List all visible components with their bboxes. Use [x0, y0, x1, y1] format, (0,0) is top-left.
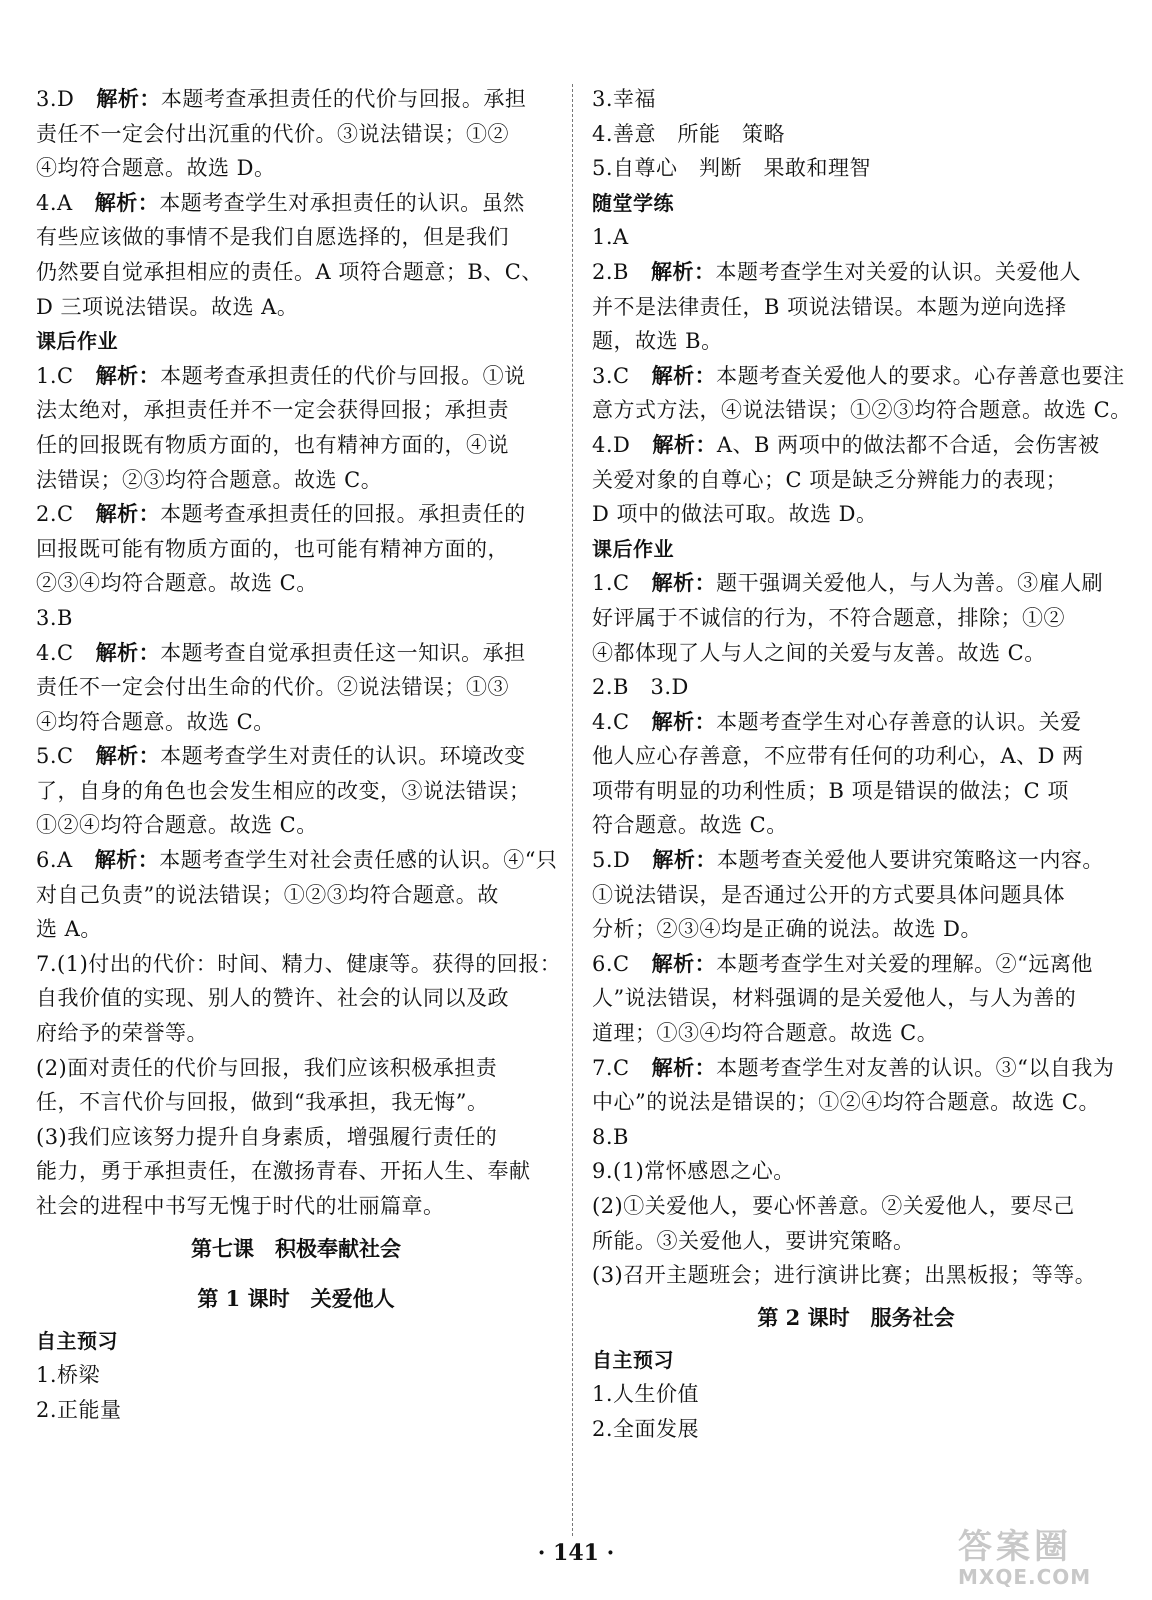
text-line: 法太绝对，承担责任并不一定会获得回报；承担责	[36, 398, 509, 423]
text-line: 8.B	[592, 1124, 629, 1149]
analysis-label: 解析	[651, 571, 695, 596]
text-line: (2)①关爱他人，要心怀善意。②关爱他人，要尽己	[592, 1194, 1075, 1218]
text-line: 符合题意。故选 C。	[592, 813, 788, 838]
analysis-label: 解析	[652, 848, 696, 873]
text-line: ④均符合题意。故选 C。	[36, 709, 275, 734]
section-heading: 自主预习	[36, 1328, 118, 1353]
column-divider	[572, 84, 573, 1536]
answer-line: 6.A 解析：本题考查学生对社会责任感的认识。④“只	[36, 848, 558, 873]
answer-line: 6.C 解析：本题考查学生对关爱的理解。②“远离他	[592, 951, 1093, 976]
answer-text: 本题考查承担责任的回报。承担责任的	[160, 502, 526, 527]
text-line: 3.幸福	[592, 87, 657, 111]
text-line: ④均符合题意。故选 D。	[36, 156, 276, 181]
answer-number: 2.C	[36, 502, 74, 527]
section-heading: 课后作业	[36, 329, 118, 354]
answer-line: 5.C 解析：本题考查学生对责任的认识。环境改变	[36, 744, 526, 769]
text-line: ②③④均符合题意。故选 C。	[36, 571, 318, 596]
answer-line: 1.C 解析：本题考查承担责任的代价与回报。①说	[36, 363, 526, 388]
text-line: 道理；①③④均符合题意。故选 C。	[592, 1021, 939, 1046]
text-line: 人”说法错误，材料强调的是关爱他人，与人为善的	[592, 986, 1077, 1011]
text-line: 仍然要自觉承担相应的责任。A 项符合题意；B、C、	[36, 259, 543, 284]
text-line: (3)我们应该努力提升自身素质，增强履行责任的	[36, 1124, 498, 1149]
text-line: 中心”的说法是错误的；①②④均符合题意。故选 C。	[592, 1090, 1100, 1115]
text-line: 选 A。	[36, 917, 102, 942]
text-line: 有些应该做的事情不是我们自愿选择的，但是我们	[36, 225, 509, 250]
answer-text: 本题考查学生对社会责任感的认识。④“只	[159, 848, 558, 873]
text-line: 5.自尊心 判断 果敢和理智	[592, 156, 872, 181]
analysis-label: 解析	[650, 259, 694, 284]
analysis-label: 解析	[651, 363, 695, 388]
right-column	[592, 82, 1132, 1447]
text-line: 回报既可能有物质方面的，也可能有精神方面的，	[36, 536, 509, 561]
answer-text: 本题考查学生对关爱的认识。关爱他人	[715, 259, 1081, 284]
text-line: 2.B 3.D	[592, 675, 689, 700]
text-line: 4.善意 所能 策略	[592, 121, 786, 146]
answer-number: 4.A	[36, 190, 73, 215]
answer-text: 本题考查承担责任的代价与回报。①说	[160, 363, 526, 388]
analysis-label: 解析	[94, 848, 138, 873]
text-line: 2.正能量	[36, 1397, 122, 1422]
answer-number: 5.D	[592, 848, 631, 873]
text-line: 府给予的荣誉等。	[36, 1021, 208, 1046]
answer-text: 题干强调关爱他人，与人为善。③雇人刷	[716, 571, 1104, 596]
answer-line: 3.D 解析：本题考查承担责任的代价与回报。承担	[36, 87, 527, 111]
answer-text: 本题考查学生对友善的认识。③“以自我为	[716, 1055, 1115, 1080]
text-line: 对自己负责”的说法错误；①②③均符合题意。故	[36, 882, 499, 907]
text-line: ①说法错误，是否通过公开的方式要具体问题具体	[592, 882, 1065, 907]
answer-text: 本题考查关爱他人的要求。心存善意也要注	[716, 363, 1125, 388]
text-line: D 三项说法错误。故选 A。	[36, 294, 299, 319]
text-line: 社会的进程中书写无愧于时代的壮丽篇章。	[36, 1194, 445, 1218]
analysis-label: 解析	[96, 87, 140, 111]
analysis-label: 解析	[651, 951, 695, 976]
section-heading: 课后作业	[592, 536, 674, 561]
answer-text: 本题考查学生对责任的认识。环境改变	[160, 744, 526, 769]
answer-line: 2.C 解析：本题考查承担责任的回报。承担责任的	[36, 502, 526, 527]
answer-text: 本题考查关爱他人要讲究策略这一内容。	[716, 848, 1104, 873]
answer-number: 3.D	[36, 87, 75, 111]
text-line: 任，不言代价与回报，做到“我承担，我无悔”。	[36, 1090, 489, 1115]
text-line: 责任不一定会付出生命的代价。②说法错误；①③	[36, 675, 509, 700]
text-line: 了，自身的角色也会发生相应的改变，③说法错误；	[36, 778, 531, 803]
text-line: D 项中的做法可取。故选 D。	[592, 502, 878, 527]
answer-number: 1.C	[36, 363, 74, 388]
left-column	[36, 82, 562, 1427]
answer-number: 4.D	[592, 432, 631, 457]
section-heading: 随堂学练	[592, 190, 674, 215]
analysis-label: 解析	[95, 502, 139, 527]
text-line: 并不是法律责任，B 项说法错误。本题为逆向选择	[592, 294, 1067, 319]
analysis-label: 解析	[651, 1055, 695, 1080]
page-number: · 141 ·	[537, 1540, 615, 1566]
text-line: 法错误；②③均符合题意。故选 C。	[36, 467, 383, 492]
answer-number: 4.C	[36, 640, 74, 665]
text-line: 所能。③关爱他人，要讲究策略。	[592, 1228, 915, 1253]
answer-number: 6.A	[36, 848, 73, 873]
text-line: 能力，勇于承担责任，在激扬青春、开拓人生、奉献	[36, 1159, 531, 1184]
answer-number: 2.B	[592, 259, 629, 284]
analysis-label: 解析	[95, 363, 139, 388]
text-line: 任的回报既有物质方面的，也有精神方面的，④说	[36, 432, 509, 457]
text-line: 1.人生价值	[592, 1382, 700, 1407]
answer-text: 本题考查自觉承担责任这一知识。承担	[160, 640, 526, 665]
answer-number: 4.C	[592, 709, 630, 734]
answer-line: 5.D 解析：本题考查关爱他人要讲究策略这一内容。	[592, 848, 1104, 873]
answer-number: 6.C	[592, 951, 630, 976]
text-line: 1.A	[592, 225, 629, 250]
answer-line: 4.A 解析：本题考查学生对承担责任的认识。虽然	[36, 190, 525, 215]
answer-number: 5.C	[36, 744, 74, 769]
text-line: ①②④均符合题意。故选 C。	[36, 813, 318, 838]
lesson-title: 第 2 课时 服务社会	[757, 1304, 955, 1330]
analysis-label: 解析	[95, 640, 139, 665]
answer-line: 7.C 解析：本题考查学生对友善的认识。③“以自我为	[592, 1055, 1115, 1080]
text-line: (2)面对责任的代价与回报，我们应该积极承担责	[36, 1055, 498, 1080]
watermark-url: MXQE.COM	[958, 1565, 1092, 1589]
answer-line: 1.C 解析：题干强调关爱他人，与人为善。③雇人刷	[592, 571, 1104, 596]
answer-text: 本题考查学生对关爱的理解。②“远离他	[716, 951, 1093, 976]
answer-line: 2.B 解析：本题考查学生对关爱的认识。关爱他人	[592, 259, 1081, 284]
text-line: 好评属于不诚信的行为，不符合题意，排除；①②	[592, 605, 1065, 630]
text-line: 关爱对象的自尊心；C 项是缺乏分辨能力的表现；	[592, 467, 1068, 492]
text-line: 2.全面发展	[592, 1416, 700, 1441]
analysis-label: 解析	[95, 744, 139, 769]
text-line: 分析；②③④均是正确的说法。故选 D。	[592, 917, 983, 942]
answer-number: 1.C	[592, 571, 630, 596]
answer-line: 4.C 解析：本题考查自觉承担责任这一知识。承担	[36, 640, 526, 665]
answer-text: A、B 两项中的做法都不合适，会伤害被	[716, 432, 1100, 457]
text-line: 责任不一定会付出沉重的代价。③说法错误；①②	[36, 121, 509, 146]
text-line: 他人应心存善意，不应带有任何的功利心，A、D 两	[592, 744, 1084, 769]
answer-line: 4.D 解析：A、B 两项中的做法都不合适，会伤害被	[592, 432, 1100, 457]
lesson-title: 第 1 课时 关爱他人	[197, 1285, 395, 1311]
answer-line: 3.C 解析：本题考查关爱他人的要求。心存善意也要注	[592, 363, 1125, 388]
text-line: 自我价值的实现、别人的赞许、社会的认同以及政	[36, 986, 509, 1011]
answer-number: 3.C	[592, 363, 630, 388]
text-line: 项带有明显的功利性质；B 项是错误的做法；C 项	[592, 778, 1069, 803]
text-line: 3.B	[36, 605, 73, 630]
text-line: 题，故选 B。	[592, 329, 723, 354]
answer-text: 本题考查承担责任的代价与回报。承担	[160, 87, 527, 111]
section-heading: 自主预习	[592, 1347, 674, 1372]
text-line: 意方式方法，④说法错误；①②③均符合题意。故选 C。	[592, 398, 1132, 423]
answer-text: 本题考查学生对承担责任的认识。虽然	[159, 190, 525, 215]
watermark-text: 答案圈	[958, 1527, 1072, 1567]
text-line: 9.(1)常怀感恩之心。	[592, 1159, 795, 1184]
watermark-logo	[958, 1528, 1138, 1592]
analysis-label: 解析	[652, 432, 696, 457]
text-line: ④都体现了人与人之间的关爱与友善。故选 C。	[592, 640, 1046, 665]
text-line: 1.桥梁	[36, 1363, 101, 1388]
analysis-label: 解析	[94, 190, 138, 215]
text-line: (3)召开主题班会；进行演讲比赛；出黑板报；等等。	[592, 1263, 1097, 1288]
answer-line: 4.C 解析：本题考查学生对心存善意的认识。关爱	[592, 709, 1082, 734]
text-line: 7.(1)付出的代价：时间、精力、健康等。获得的回报：	[36, 951, 562, 976]
answer-number: 7.C	[592, 1055, 630, 1080]
analysis-label: 解析	[651, 709, 695, 734]
answer-text: 本题考查学生对心存善意的认识。关爱	[716, 709, 1082, 734]
lesson-title: 第七课 积极奉献社会	[191, 1235, 401, 1261]
